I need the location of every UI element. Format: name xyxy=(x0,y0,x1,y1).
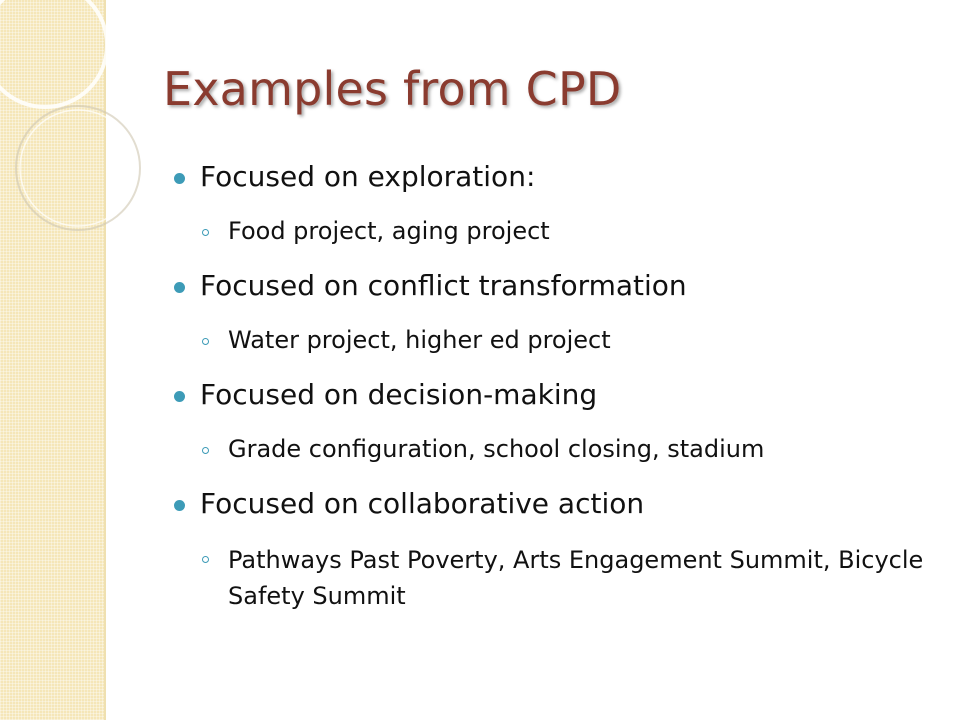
bullet-list xyxy=(172,160,942,636)
sub-bullet-item xyxy=(172,215,942,247)
bullet-text: Focused on collaborative action xyxy=(200,487,645,520)
hollow-circle-bullet-icon xyxy=(202,447,209,454)
filled-circle-bullet-icon xyxy=(174,282,185,293)
sub-bullet-text: Water project, higher ed project xyxy=(228,326,611,354)
bullet-item xyxy=(172,160,942,194)
filled-circle-bullet-icon xyxy=(174,500,185,511)
bullet-item xyxy=(172,487,942,521)
slide-title: Examples from CPD xyxy=(163,62,622,116)
bullet-text: Focused on decision-making xyxy=(200,378,598,411)
bullet-text: Focused on conflict transformation xyxy=(200,269,687,302)
hollow-circle-bullet-icon xyxy=(202,556,209,563)
hollow-circle-bullet-icon xyxy=(202,338,209,345)
bullet-text: Focused on exploration: xyxy=(200,160,536,193)
sub-bullet-item xyxy=(172,542,942,614)
sub-bullet-text: Pathways Past Poverty, Arts Engagement Summit, Bicycle Safety Summit xyxy=(228,546,924,610)
sub-bullet-item xyxy=(172,433,942,465)
filled-circle-bullet-icon xyxy=(174,391,185,402)
hollow-circle-bullet-icon xyxy=(202,229,209,236)
filled-circle-bullet-icon xyxy=(174,173,185,184)
sub-bullet-item xyxy=(172,324,942,356)
decorative-circles xyxy=(0,0,140,260)
sub-bullet-text: Grade configuration, school closing, stadium xyxy=(228,435,765,463)
bullet-item xyxy=(172,269,942,303)
bullet-item xyxy=(172,378,942,412)
sub-bullet-text: Food project, aging project xyxy=(228,217,550,245)
